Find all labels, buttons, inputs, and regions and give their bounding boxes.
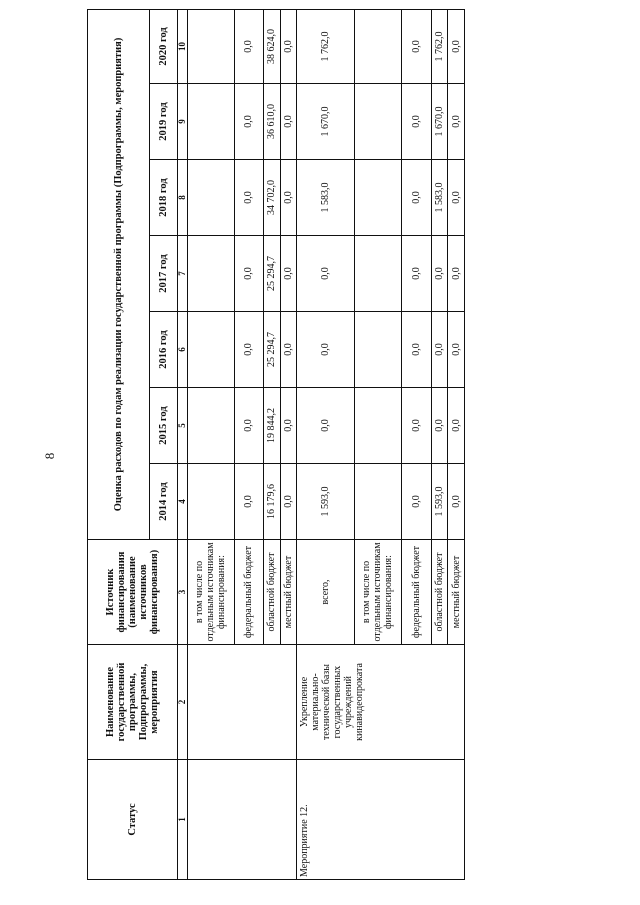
value-cell: 1 593,0 [297,464,354,540]
header-year: 2016 год [150,312,177,388]
header-status: Статус [88,760,178,880]
column-number: 9 [177,84,187,160]
value-cell: 0,0 [402,236,431,312]
value-cell: 0,0 [280,236,297,312]
value-cell [354,9,402,83]
value-cell: 0,0 [280,9,297,83]
value-cell [354,160,402,236]
value-cell: 0,0 [431,312,448,388]
value-cell: 0,0 [448,236,465,312]
value-cell: 0,0 [402,464,431,540]
header-year: 2017 год [150,236,177,312]
value-cell: 0,0 [448,160,465,236]
value-cell [187,160,234,236]
value-cell: 0,0 [431,236,448,312]
value-cell [354,388,402,464]
value-cell: 0,0 [431,388,448,464]
value-cell: 0,0 [297,236,354,312]
value-cell: 0,0 [402,84,431,160]
source-cell: областной бюджет [431,540,448,645]
value-cell: 0,0 [234,9,263,83]
header-year: 2020 год [150,9,177,83]
value-cell: 0,0 [402,312,431,388]
value-cell: 1 762,0 [431,9,448,83]
rotated-table-container [87,10,465,880]
value-cell [187,388,234,464]
value-cell [187,84,234,160]
column-number: 5 [177,388,187,464]
column-number: 2 [177,645,187,760]
column-number: 1 [177,760,187,880]
value-cell: 0,0 [234,312,263,388]
value-cell: 36 610,0 [263,84,280,160]
value-cell: 0,0 [448,9,465,83]
value-cell: 0,0 [402,160,431,236]
source-cell: федеральный бюджет [402,540,431,645]
header-year: 2019 год [150,84,177,160]
column-number: 4 [177,464,187,540]
value-cell: 0,0 [448,84,465,160]
header-year: 2014 год [150,464,177,540]
status-cell: Мероприятие 12. [297,760,465,880]
column-number: 3 [177,540,187,645]
value-cell [187,236,234,312]
value-cell: 1 670,0 [431,84,448,160]
value-cell: 0,0 [448,312,465,388]
value-cell: 19 844,2 [263,388,280,464]
header-name: Наименование государственной программы, Подпрограммы, мероприятия [88,645,178,760]
name-cell [187,645,296,760]
value-cell: 0,0 [448,464,465,540]
value-cell: 0,0 [280,388,297,464]
value-cell: 0,0 [448,388,465,464]
value-cell [354,84,402,160]
value-cell: 34 702,0 [263,160,280,236]
value-cell: 1 593,0 [431,464,448,540]
value-cell: 1 583,0 [297,160,354,236]
source-cell: федеральный бюджет [234,540,263,645]
value-cell: 25 294,7 [263,312,280,388]
value-cell: 0,0 [402,388,431,464]
header-year: 2018 год [150,160,177,236]
source-cell: местный бюджет [448,540,465,645]
header-estimate: Оценка расходов по годам реализации государственной программы (Подпрограммы, мероприятия) [88,9,150,539]
value-cell: 25 294,7 [263,236,280,312]
column-number: 10 [177,9,187,83]
value-cell: 0,0 [280,312,297,388]
value-cell [354,236,402,312]
status-cell [187,760,296,880]
source-cell: местный бюджет [280,540,297,645]
value-cell: 0,0 [280,160,297,236]
value-cell: 1 762,0 [297,9,354,83]
value-cell [187,9,234,83]
value-cell [187,464,234,540]
column-number: 7 [177,236,187,312]
value-cell: 0,0 [234,84,263,160]
source-cell: областной бюджет [263,540,280,645]
header-year: 2015 год [150,388,177,464]
value-cell: 1 583,0 [431,160,448,236]
value-cell: 0,0 [234,160,263,236]
header-source: Источник финансирования (наименование источников финансирования) [88,540,178,645]
value-cell: 0,0 [297,312,354,388]
value-cell [354,312,402,388]
value-cell: 0,0 [234,236,263,312]
value-cell: 0,0 [402,9,431,83]
value-cell [187,312,234,388]
value-cell [354,464,402,540]
source-cell: в том числе по отдельным источникам финансирования: [187,540,234,645]
source-cell: в том числе по отдельным источникам финансирования: [354,540,402,645]
value-cell: 16 179,6 [263,464,280,540]
expenditure-table [87,9,465,880]
value-cell: 0,0 [234,464,263,540]
value-cell: 1 670,0 [297,84,354,160]
column-number: 8 [177,160,187,236]
name-cell: Укрепление материально-технической базы государственных учреждений кинавидеопроката [297,645,465,760]
value-cell: 0,0 [234,388,263,464]
source-cell: всего, [297,540,354,645]
value-cell: 0,0 [297,388,354,464]
value-cell: 0,0 [280,464,297,540]
value-cell: 38 624,0 [263,9,280,83]
column-number: 6 [177,312,187,388]
value-cell: 0,0 [280,84,297,160]
page-number: 8 [42,452,57,460]
